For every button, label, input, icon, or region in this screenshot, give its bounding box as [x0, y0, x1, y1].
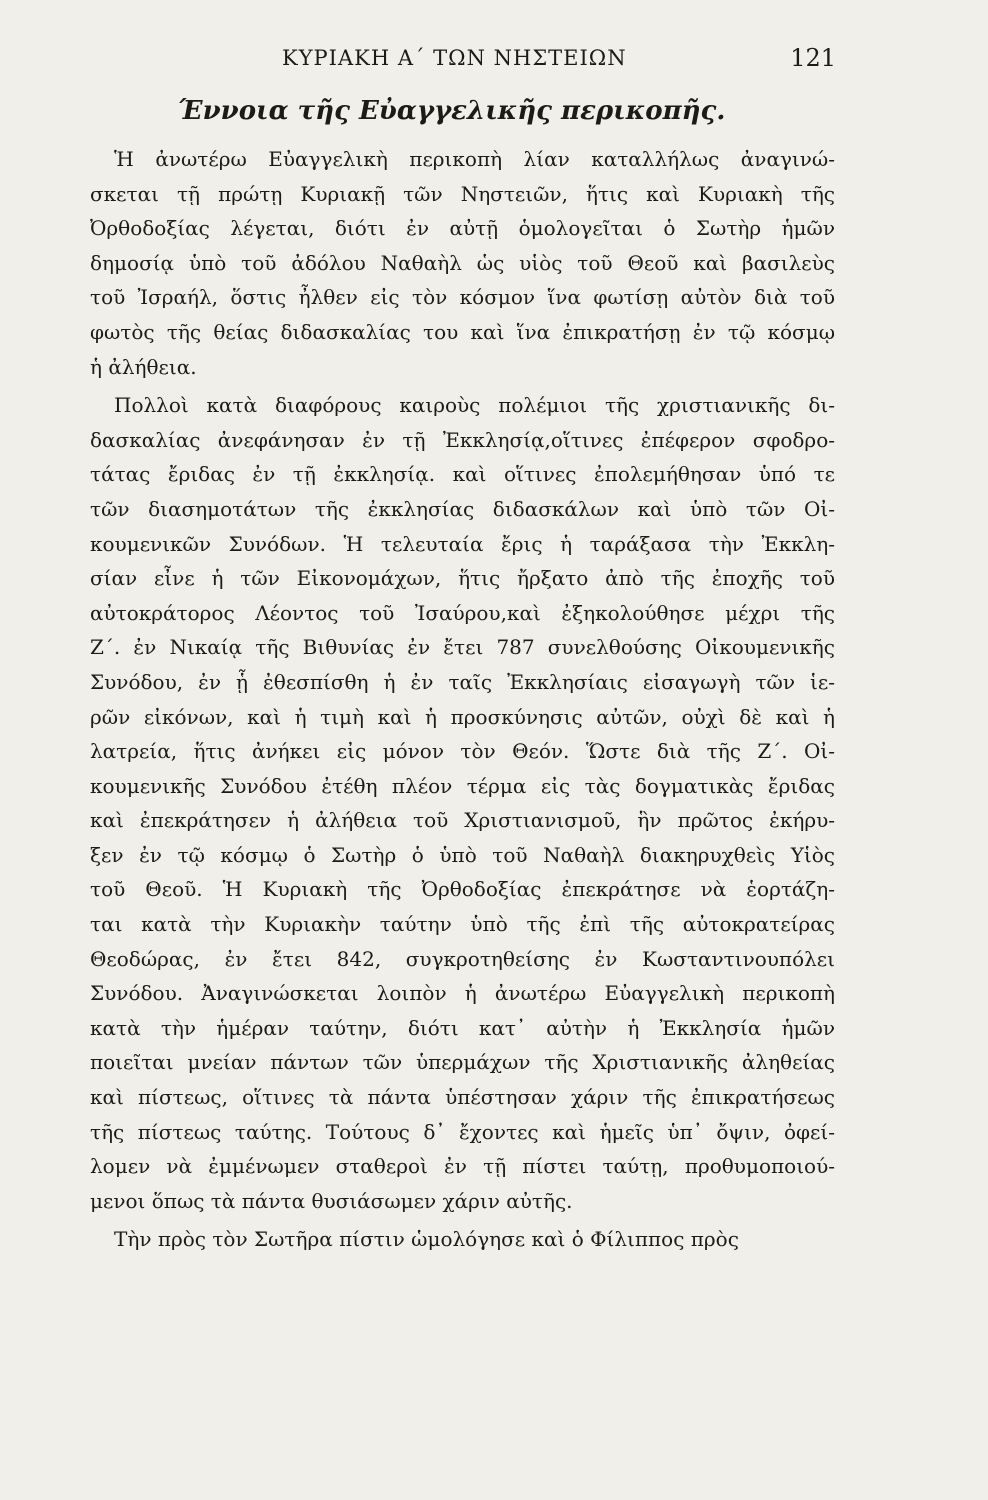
text-line: κουμενικῶν Συνόδων. Ἡ τελευταία ἔρις ἡ ταράξασα τὴν Ἐκκλη- [90, 531, 835, 556]
running-title: ΚΥΡΙΑΚΗ Α΄ ΤΩΝ ΝΗΣΤΕΙΩΝ [282, 46, 627, 70]
text-line: φωτὸς τῆς θείας διδασκαλίας του καὶ ἵνα ἐπικρατήσῃ ἐν τῷ κόσμῳ [90, 319, 835, 344]
section-heading: Έννοια τῆς Εὐαγγελικῆς περικοπῆς. [178, 96, 726, 126]
text-line: ποιεῖται μνείαν πάντων τῶν ὑπερμάχων τῆς Χριστιανικῆς ἀληθείας [90, 1050, 835, 1075]
text-line: Ζ΄. ἐν Νικαίᾳ τῆς Βιθυνίας ἐν ἔτει 787 συνελθούσης Οἰκουμενικῆς [90, 635, 835, 660]
text-line: ρῶν εἰκόνων, καὶ ἡ τιμὴ καὶ ἡ προσκύνησις αὐτῶν, οὐχὶ δὲ καὶ ἡ [90, 704, 835, 729]
paragraph [90, 142, 835, 384]
text-line: μενοι ὅπως τὰ πάντα θυσιάσωμεν χάριν αὐτῆς. [90, 1188, 573, 1213]
running-header [200, 44, 840, 84]
text-line: τοῦ Ἰσραήλ, ὅστις ἦλθεν εἰς τὸν κόσμον ἵνα φωτίσῃ αὐτὸν διὰ τοῦ [90, 285, 835, 310]
text-line: Ἡ ἀνωτέρω Εὐαγγελικὴ περικοπὴ λίαν καταλλήλως ἀναγινώ- [114, 147, 835, 171]
text-line: λατρεία, ἥτις ἀνήκει εἰς μόνον τὸν Θεόν. Ὥστε διὰ τῆς Ζ΄. Οἰ- [90, 739, 835, 764]
paragraph [90, 388, 835, 1218]
text-line: ται κατὰ τὴν Κυριακὴν ταύτην ὑπὸ τῆς ἐπὶ τῆς αὐτοκρατείρας [90, 912, 835, 937]
text-line: ἡ ἀλήθεια. [90, 354, 197, 379]
text-line: ξεν ἐν τῷ κόσμῳ ὁ Σωτὴρ ὁ ὑπὸ τοῦ Ναθαὴλ διακηρυχθεὶς Υἱὸς [90, 842, 835, 867]
page-number: 121 [790, 44, 836, 72]
text-line: κατὰ τὴν ἡμέραν ταύτην, διότι κατ᾽ αὐτὴν ἡ Ἐκκλησία ἡμῶν [90, 1015, 835, 1040]
text-line: λομεν νὰ ἐμμένωμεν σταθεροὶ ἐν τῇ πίστει ταύτῃ, προθυμοποιού- [90, 1154, 835, 1179]
text-line: σκεται τῇ πρώτῃ Κυριακῇ τῶν Νηστειῶν, ἥτις καὶ Κυριακὴ τῆς [90, 181, 835, 206]
paragraph [90, 1222, 835, 1257]
text-line: Συνόδου. Ἀναγινώσκεται λοιπὸν ἡ ἀνωτέρω Εὐαγγελικὴ περικοπὴ [90, 981, 835, 1006]
text-line: Πολλοὶ κατὰ διαφόρους καιροὺς πολέμιοι τῆς χριστιανικῆς δι- [114, 393, 835, 418]
text-line: καὶ πίστεως, οἵτινες τὰ πάντα ὑπέστησαν χάριν τῆς ἐπικρατήσεως [90, 1085, 835, 1110]
text-line: Ὀρθοδοξίας λέγεται, διότι ἐν αὐτῇ ὁμολογεῖται ὁ Σωτὴρ ἡμῶν [90, 216, 835, 241]
text-line: αὐτοκράτορος Λέοντος τοῦ Ἰσαύρου,καὶ ἐξηκολούθησε μέχρι τῆς [90, 600, 835, 625]
text-line: Θεοδώρας, ἐν ἔτει 842, συγκροτηθείσης ἐν Κωσταντινουπόλει [90, 946, 835, 971]
text-line: δημοσίᾳ ὑπὸ τοῦ ἀδόλου Ναθαὴλ ὡς υἱὸς τοῦ Θεοῦ καὶ βασιλεὺς [90, 250, 835, 275]
text-line: Συνόδου, ἐν ᾗ ἐθεσπίσθη ἡ ἐν ταῖς Ἐκκλησίαις εἰσαγωγὴ τῶν ἱε- [90, 669, 835, 694]
text-line: Τὴν πρὸς τὸν Σωτῆρα πίστιν ὡμολόγησε καὶ ὁ Φίλιππος πρὸς [114, 1227, 739, 1252]
text-line: τῶν διασημοτάτων τῆς ἐκκλησίας διδασκάλων καὶ ὑπὸ τῶν Οἰ- [90, 496, 835, 521]
body-text [90, 142, 835, 1257]
text-line: τοῦ Θεοῦ. Ἡ Κυριακὴ τῆς Ὀρθοδοξίας ἐπεκράτησε νὰ ἑορτάζη- [90, 877, 835, 902]
text-line: τῆς πίστεως ταύτης. Τούτους δ᾽ ἔχοντες καὶ ἡμεῖς ὑπ᾽ ὄψιν, ὀφεί- [90, 1119, 835, 1144]
text-line: καὶ ἐπεκράτησεν ἡ ἀλήθεια τοῦ Χριστιανισμοῦ, ἣν πρῶτος ἐκήρυ- [90, 808, 835, 833]
text-line: τάτας ἔριδας ἐν τῇ ἐκκλησίᾳ. καὶ οἵτινες ἐπολεμήθησαν ὑπό τε [90, 462, 835, 487]
text-line: σίαν εἶνε ἡ τῶν Εἰκονομάχων, ἥτις ἤρξατο ἀπὸ τῆς ἐποχῆς τοῦ [90, 566, 835, 591]
text-line: δασκαλίας ἀνεφάνησαν ἐν τῇ Ἐκκλησίᾳ,οἵτινες ἐπέφερον σφοδρο- [90, 427, 835, 452]
text-line: κουμενικῆς Συνόδου ἐτέθη πλέον τέρμα εἰς τὰς δογματικὰς ἔριδας [90, 773, 835, 798]
